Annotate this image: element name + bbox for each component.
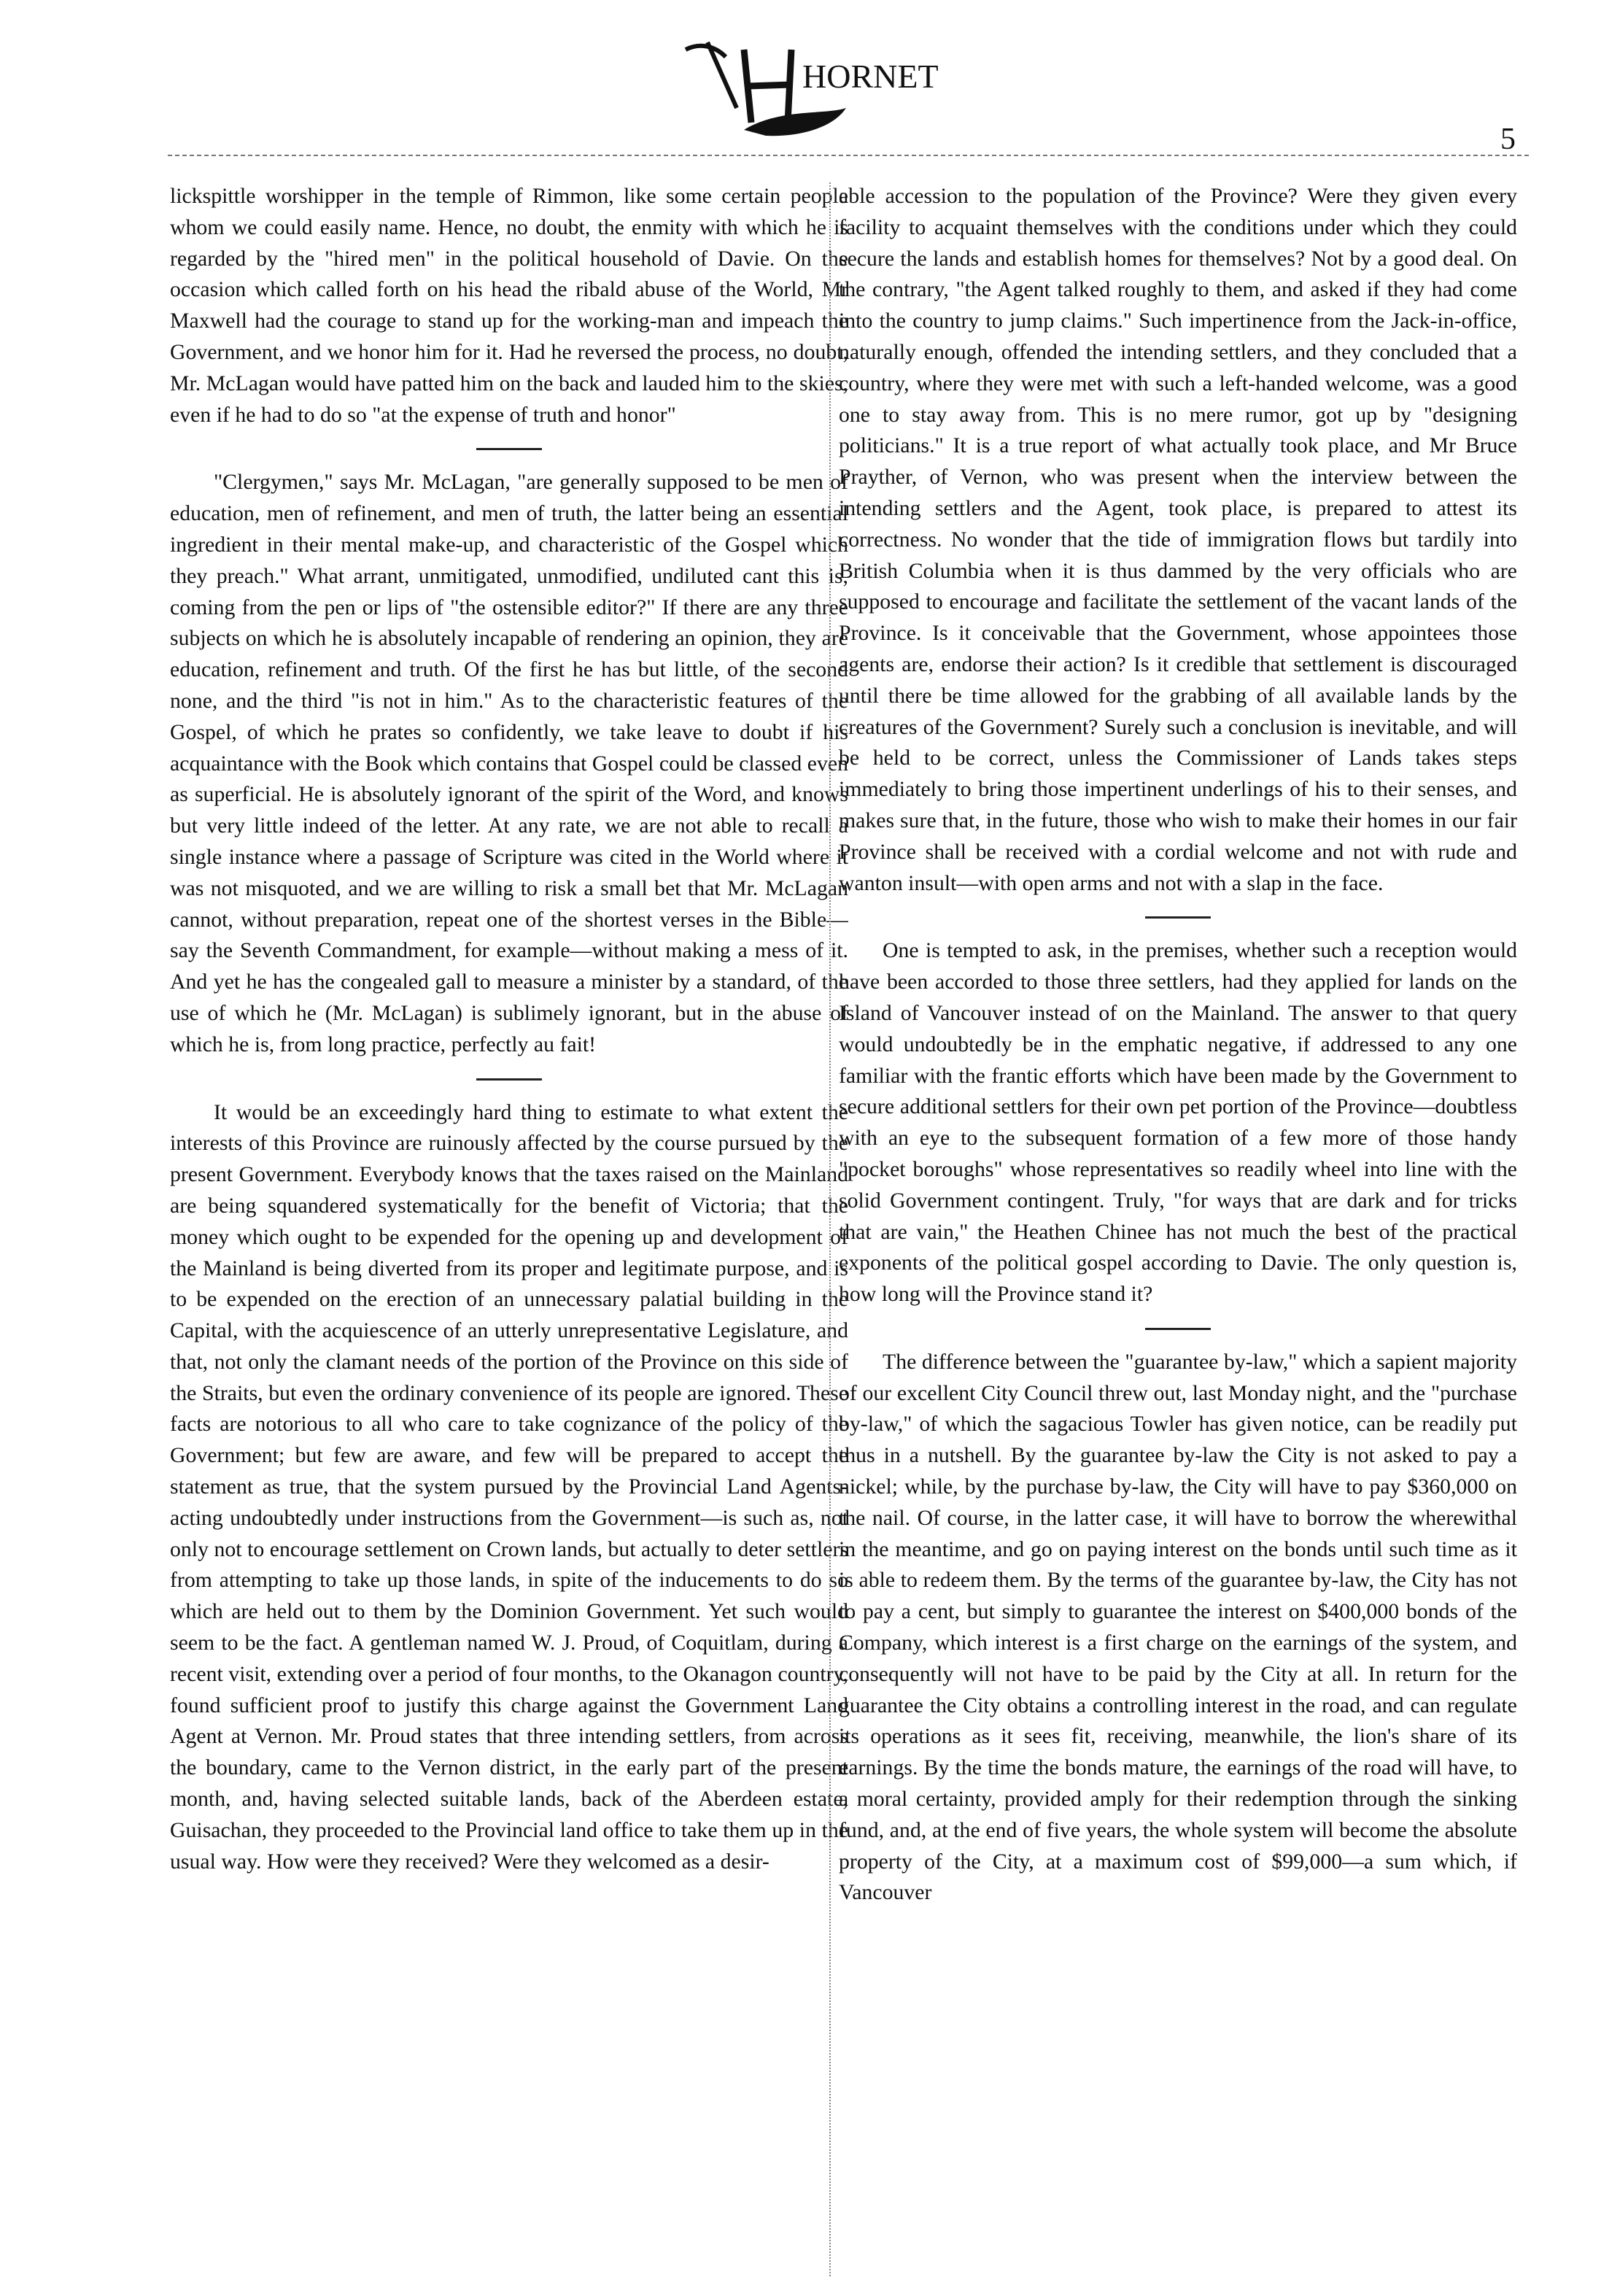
masthead-title: HORNET <box>802 58 939 95</box>
section-separator <box>170 436 848 461</box>
article-paragraph: able accession to the population of the Province? Were they given every facility to acquaint themselves with the conditions under which they could secure the lands and establish homes for themselves? Not by a good deal. On the contrary, "the Agent talked roughly to them, and asked if they had come into the country to jump claims." Such impertinence from the Jack-in-office, naturally enough, offended the intending settlers, and they concluded that a country, where they were met with such a left-handed welcome, was a good one to stay away from. This is no mere rumor, got up by "designing politicians." It is a true report of what actually took place, and Mr Bruce Prayther, of Vernon, who was present when the interview between the intending settlers and the Agent, took place, is prepared to attest its correctness. No wonder that the tide of immigration flows but tardily into British Columbia when it is thus dammed by the very officials who are supposed to encourage and facilitate the settlement of the vacant lands of the Province. Is it conceivable that the Government, whose appointees those agents are, endorse their action? Is it credible that settlement is discouraged until there be time allowed for the grabbing of all available lands by the creatures of the Government? Surely such a conclusion is inevitable, and will be held to be correct, unless the Commissioner of Lands takes steps immediately to bring those impertinent underlings of his to their senses, and makes sure that, in the future, those who wish to make their homes in our fair Province shall be received with a cordial welcome and not with rude and wanton insult—with open arms and not with a slap in the face. <box>839 184 1517 895</box>
header-rule <box>168 155 1529 156</box>
section-separator <box>839 905 1517 929</box>
article-paragraph: One is tempted to ask, in the premises, whether such a reception would have been accorded to those three settlers, had they applied for lands on the Island of Vancouver instead of on the Mainland. The answer to that query would undoubtedly be in the emphatic negative, if addressed to any one familiar with the frantic efforts which have been made by the Government to secure additional settlers for their own pet portion of the Province—doubtless with an eye to the subsequent formation of a few more of those handy "pocket boroughs" whose representatives so readily wheel into line with the solid Government contingent. Truly, "for ways that are dark and for tricks that are vain," the Heathen Chinee has not much the best of the practical exponents of the political gospel according to Davie. The only question is, how long will the Province stand it? <box>839 938 1517 1307</box>
masthead-logo <box>656 20 948 144</box>
article-paragraph: lickspittle worshipper in the temple of Rimmon, like some certain people whom we could easily name. Hence, no doubt, the enmity with which he is regarded by the "hired men" in the political household of Davie. On the occasion which called forth on his head the ribald abuse of the World, Mr Maxwell had the courage to stand up for the working-man and impeach the Government, and we honor him for it. Had he reversed the process, no doubt, Mr. McLagan would have patted him on the back and lauded him to the skies, even if he had to do so "at the expense of truth and honor" <box>170 184 848 427</box>
column-divider <box>829 182 831 2276</box>
left-column <box>170 181 848 2282</box>
article-paragraph: It would be an exceedingly hard thing to estimate to what extent the interests of this Province are ruinously affected by the course pursued by the present Government. Everybody knows that the taxes raised on the Mainland are being squandered systematically for the benefit of Victoria; that the money which ought to be expended for the opening up and development of the Mainland is being diverted from its proper and legitimate purpose, and is to be expended on the erection of an unnecessary palatial building in the Capital, with the acquiescence of an utterly unrepresentative Legislature, and that, not only the clamant needs of the portion of the Province on this side of the Straits, but even the ordinary convenience of its people are ignored. These facts are notorious to all who care to take cognizance of the policy of the Government; but few are aware, and few will be prepared to accept the statement as true, that the system pursued by the Provincial Land Agents-acting undoubtedly under instructions from the Government—is such as, not only not to encourage settlement on Crown lands, but actually to deter settlers from attempting to take up those lands, in spite of the inducements to do so which are held out to them by the Dominion Government. Yet such would seem to be the fact. A gentleman named W. J. Proud, of Coquitlam, during a recent visit, extending over a period of four months, to the Okanagon country, found sufficient proof to justify this charge against the Government Land Agent at Vernon. Mr. Proud states that three intending settlers, from across the boundary, came to the Vernon district, in the early part of the present month, and, having selected suitable lands, back of the Aberdeen estate, Guisachan, they proceeded to the Provincial land office to take them up in the usual way. How were they received? Were they welcomed as a desir- <box>170 1099 848 1874</box>
page-number: 5 <box>1500 123 1516 156</box>
section-separator <box>839 1316 1517 1341</box>
article-paragraph: "Clergymen," says Mr. McLagan, "are generally supposed to be men of education, men of refinement, and men of truth, the latter being an essential ingredient in their mental make-up, and characteristic of the Gospel which they preach." What arrant, unmitigated, unmodified, undiluted cant this is, coming from the pen or lips of "the ostensible editor?" If there are any three subjects on which he is absolutely incapable of rendering an opinion, they are education, refinement and truth. Of the first he has but little, of the second none, and the third "is not in him." As to the characteristic features of the Gospel, of which he prates so confidently, we take leave to doubt if his acquaintance with the Book which contains that Gospel could be classed even as superficial. He is absolutely ignorant of the spirit of the Word, and knows but very little indeed of the letter. At any rate, we are not able to recall a single instance where a passage of Scripture was cited in the World where it was not misquoted, and we are willing to risk a small bet that Mr. McLagan cannot, without preparation, repeat one of the shortest verses in the Bible—say the Seventh Commandment, for example—without making a mess of it. And yet he has the congealed gall to measure a minister by a standard, of the use of which he (Mr. McLagan) is sublimely ignorant, but in the abuse of which he is, from long practice, perfectly au fait! <box>170 470 848 1056</box>
right-column <box>839 181 1517 2282</box>
section-separator <box>170 1067 848 1091</box>
article-paragraph: The difference between the "guarantee by-law," which a sapient majority of our excellent City Council threw out, last Monday night, and the "purchase by-law," of which the sagacious Towler has given notice, can be readily put thus in a nutshell. By the guarantee by-law the City is not asked to pay a nickel; while, by the purchase by-law, the City will have to pay $360,000 on the nail. Of course, in the latter case, it will have to borrow the wherewithal in the meantime, and go on paying interest on the bonds until such time as it is able to redeem them. By the terms of the guarantee by-law, the City has not to pay a cent, but simply to guarantee the interest on $400,000 bonds of the Company, which interest is a first charge on the earnings of the system, and consequently will not have to be paid by the City at all. In return for the guarantee the City obtains a controlling interest in the road, and can regulate its operations as it sees fit, receiving, meanwhile, the lion's share of its earnings. By the time the bonds mature, the earnings of the road will have, to a moral certainty, provided amply for their redemption through the sinking fund, and, at the end of five years, the whole system will become the absolute property of the City, at a maximum cost of $99,000—a sum which, if Vancouver <box>839 1349 1517 1905</box>
hornet-logo-icon <box>656 20 948 144</box>
